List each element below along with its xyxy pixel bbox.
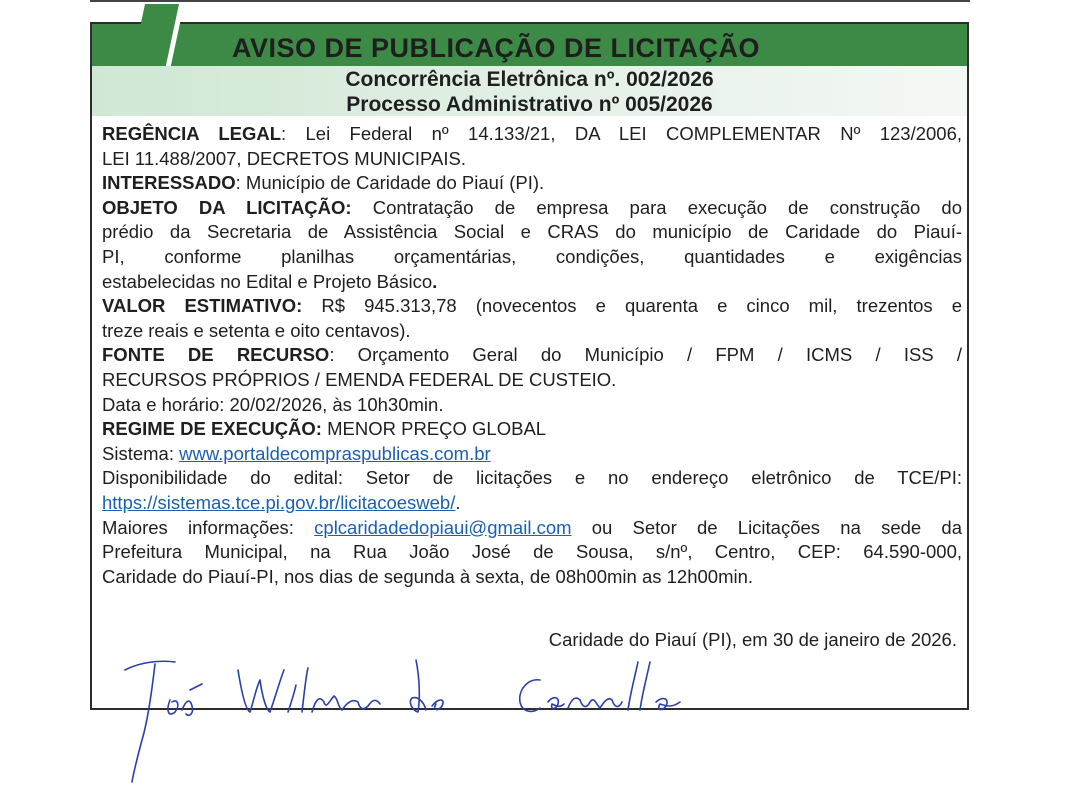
disponibilidade-end: . xyxy=(455,491,461,513)
banner-title: AVISO DE PUBLICAÇÃO DE LICITAÇÃO xyxy=(232,33,761,63)
title-banner xyxy=(92,24,967,66)
regime-label: REGIME DE EXECUÇÃO: xyxy=(102,418,322,440)
objeto-end: . xyxy=(432,270,438,292)
data-horario-line: Data e horário: 20/02/2026, às 10h30min. xyxy=(102,393,444,415)
valor-text-1: R$ 945.313,78 (novecentos e quarenta e cinco mil, trezentos e xyxy=(302,295,962,317)
sistema-label: Sistema: xyxy=(102,442,180,464)
objeto-line-3: PI, conforme planilhas orçamentárias, condições, quantidades e exigências xyxy=(102,245,962,267)
maiores-line-3: Caridade do Piauí-PI, nos dias de segunda à sexta, de 08h00min as 12h00min. xyxy=(102,565,754,587)
sistema-line xyxy=(102,442,962,467)
maiores-label: Maiores informações: xyxy=(102,516,315,538)
subtitle-concorrencia: Concorrência Eletrônica nº. 002/2026 xyxy=(345,68,714,91)
sistema-link[interactable]: www.portaldecompraspublicas.com.br xyxy=(179,442,491,464)
objeto-line-1 xyxy=(102,196,962,221)
interessado-label: INTERESSADO xyxy=(102,172,236,194)
objeto-text-4: estabelecidas no Edital e Projeto Básico xyxy=(102,270,433,292)
fonte-line-1 xyxy=(102,343,962,368)
banner-slash-decoration xyxy=(131,4,184,70)
fonte-label: FONTE DE RECURSO xyxy=(102,344,330,366)
disponibilidade-line-2 xyxy=(102,491,962,516)
regencia-text-1: : Lei Federal nº 14.133/21, DA LEI COMPLEMENTAR Nº 123/2006, xyxy=(281,123,963,144)
notice-box xyxy=(90,22,969,710)
objeto-line-2: prédio da Secretaria de Assistência Social e CRAS do município de Caridade do Piauí- xyxy=(102,221,962,243)
fonte-line-2: RECURSOS PRÓPRIOS / EMENDA FEDERAL DE CUSTEIO. xyxy=(102,368,617,390)
objeto-text-1: Contratação de empresa para execução de construção do xyxy=(351,196,963,218)
subtitle-processo: Processo Administrativo nº 005/2026 xyxy=(346,93,713,116)
objeto-line-4 xyxy=(102,270,962,295)
date-place: Caridade do Piauí (PI), em 30 de janeiro de 2026. xyxy=(548,629,957,650)
handwritten-signature xyxy=(120,640,720,790)
regencia-label: REGÊNCIA LEGAL xyxy=(102,123,282,144)
regime-line xyxy=(102,417,962,442)
valor-line-1 xyxy=(102,294,962,319)
maiores-text-1: ou Setor de Licitações na sede da xyxy=(571,516,963,538)
notice-body xyxy=(102,122,962,589)
objeto-label: OBJETO DA LICITAÇÃO: xyxy=(102,196,352,218)
valor-label: VALOR ESTIMATIVO: xyxy=(102,295,303,317)
top-rule xyxy=(90,0,970,2)
maiores-line-2: Prefeitura Municipal, na Rua João José de Sousa, s/nº, Centro, CEP: 64.590-000, xyxy=(102,541,962,563)
maiores-line-1 xyxy=(102,516,962,541)
valor-line-2: treze reais e setenta e oito centavos). xyxy=(102,319,411,341)
interessado-text: : Município de Caridade do Piauí (PI). xyxy=(235,172,545,194)
tce-link[interactable]: https://sistemas.tce.pi.gov.br/licitacoesweb/ xyxy=(102,491,456,513)
regencia-line-2: LEI 11.488/2007, DECRETOS MUNICIPAIS. xyxy=(102,147,466,169)
interessado-line xyxy=(102,171,962,196)
disponibilidade-line-1: Disponibilidade do edital: Setor de licitações e no endereço eletrônico de TCE/PI: xyxy=(102,467,962,489)
fonte-text-1: : Orçamento Geral do Município / FPM / ICMS / ISS / xyxy=(329,344,962,366)
regime-text: MENOR PREÇO GLOBAL xyxy=(321,418,547,440)
regencia-line-1 xyxy=(102,122,962,147)
email-link[interactable]: cplcaridadedopiaui@gmail.com xyxy=(314,516,572,538)
